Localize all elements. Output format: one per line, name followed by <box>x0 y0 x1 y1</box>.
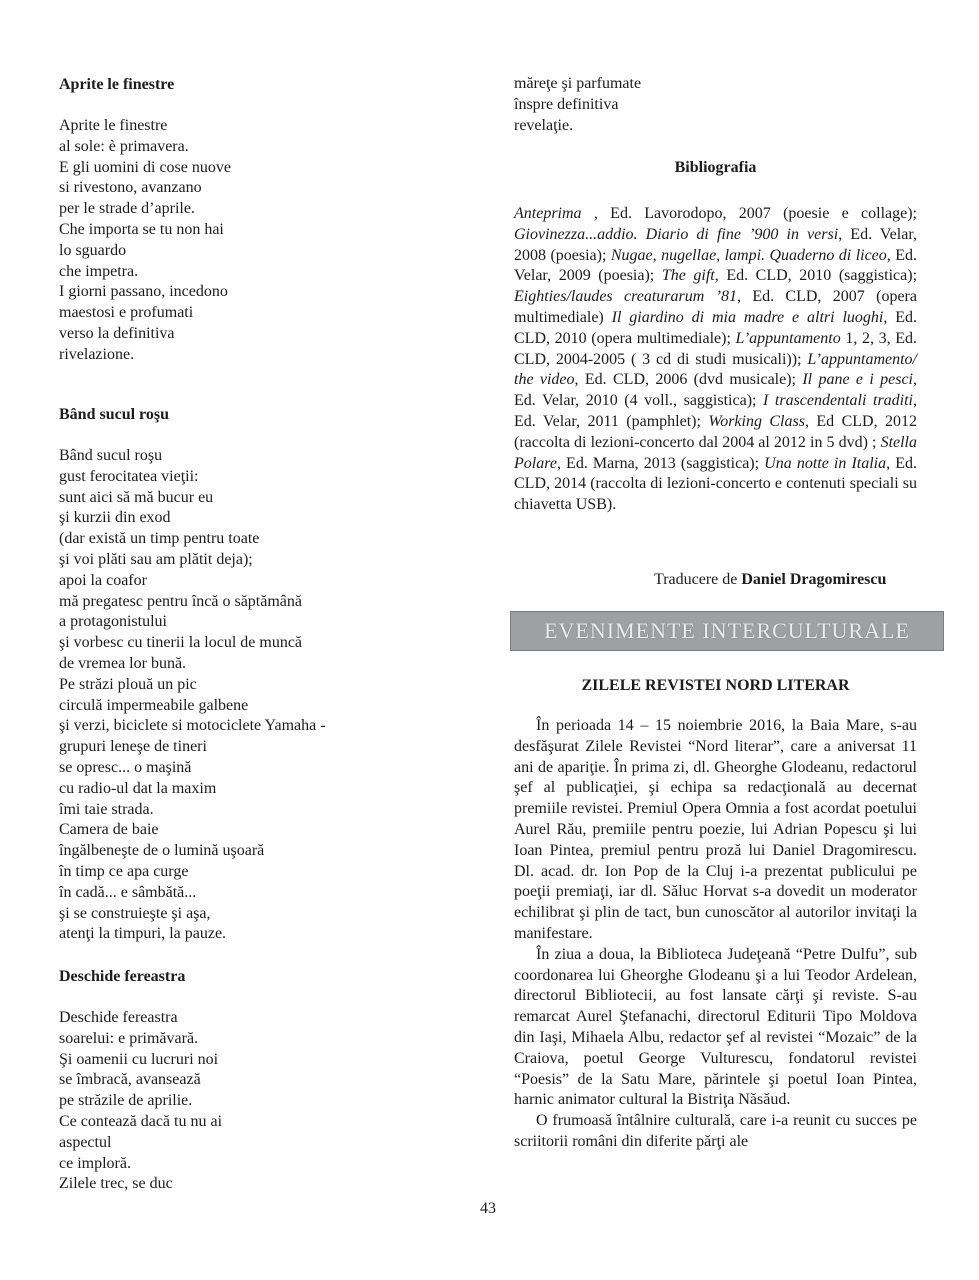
poem-line: verso la definitiva <box>59 325 175 342</box>
poem-line: Deschide fereastra <box>59 1009 178 1026</box>
bibliography-text <box>514 204 917 516</box>
bibliography-work-title: Giovinezza...addio. Diario di fine ’900 in versi <box>514 225 839 243</box>
poem-line: îngălbeneşte de o lumină uşoară <box>59 842 265 860</box>
article-title: ZILELE REVISTEI NORD LITERAR <box>581 677 850 694</box>
poem-line: şi vorbesc cu tinerii la locul de muncă <box>59 634 303 652</box>
poem-line: în timp ce apa curge <box>59 863 189 880</box>
bibliography-work-title: Working Class <box>708 412 805 430</box>
bibliography-work-title: L’appuntamento <box>735 329 841 347</box>
poem-line: ce imploră. <box>59 1154 131 1172</box>
poem-line: Bând sucul roşu <box>59 447 163 464</box>
bibliography-details: , Ed. Lavorodopo, 2007 (poesie e collage); <box>581 205 917 222</box>
article-paragraph: O frumoasă întâlnire culturală, care i-a reunit cu succes pe scriitorii români din diferite părţi ale <box>514 1112 917 1150</box>
bibliography-work-title: L’appuntamento/ the video <box>514 350 917 389</box>
poem-line: se opresc... o maşină <box>59 759 192 776</box>
page-number: 43 <box>480 1200 496 1217</box>
poem-line: maestosi e profumati <box>59 304 194 322</box>
poem-line: gust ferocitatea vieţii: <box>59 467 199 485</box>
bibliography-details: , Ed. CLD, 2006 (dvd musicale); <box>574 371 803 389</box>
bibliography-title: Bibliografia <box>674 159 757 176</box>
article-body <box>514 716 917 1153</box>
bibliography-details: , Ed. Velar, 2008 (poesia); <box>514 225 918 264</box>
bibliography-details: , Ed CLD, 2012 (raccolta di lezioni-concerto dal 2004 al 2012 in 5 dvd) ; <box>514 412 917 451</box>
article-paragraph: În perioada 14 – 15 noiembrie 2016, la Baia Mare, s-au desfăşurat Zilele Revistei “Nord literar”, care a aniversat 11 ani de apariţie. În prima zi, dl. Gheorghe Glodeanu, redactorul şef al publicaţiei, şi echipa sa redacţională au decernat premiile revistei. Premiul Opera Omnia a fost acordat poetului Aurel Rău, premiile pentru poezie, lui Adrian Popescu şi lui Ioan Pintea, premiul pentru proză lui Daniel Dragomirescu. Dl. acad. dr. Ion Pop de la Cluj i-a prezentat publicului pe poeţii premiaţi, iar dl. Săluc Horvat s-a dovedit un moderator echilibrat şi plin de tact, bun cunoscător al autorilor invitaţi la manifestare. <box>514 717 917 942</box>
bibliography-details: , Ed. Velar, 2010 (4 voll., saggistica); <box>514 371 918 410</box>
bibliography-details: 1, 2, 3, Ed. CLD, 2004-2005 ( 3 cd di studi musicali)); <box>514 329 917 368</box>
poem-line: Camera de baie <box>59 821 159 839</box>
poem-line: che impetra. <box>59 262 139 280</box>
bibliography-work-title: Eighties/laudes creaturarum ’81 <box>514 288 737 306</box>
poem-line: a protagonistului <box>59 613 167 631</box>
bibliography-work-title: Anteprima <box>514 205 582 222</box>
article-paragraph: În ziua a doua, la Biblioteca Judeţeană “Petre Dulfu”, sub coordonarea lui Gheorghe Glodeanu şi a lui Teodor Ardelean, directorul Bibliotecii, au fost lansate cărţi şi reviste. S-au remarcat Aurel Ştefanachi, directorul Editurii Tipo Moldova din Iaşi, Mihaela Albu, redactor şef al revistei “Mozaic” de la Craiova, poetul George Vulturescu, fondatorul revistei “Poesis” de la Satu Mare, părintele şi poetul Ioan Pintea, harnic animator cultural la Bistriţa Năsăud. <box>514 945 917 1109</box>
poem-line: Che importa se tu non hai <box>59 221 224 238</box>
poem-line: şi se construieşte şi aşa, <box>59 904 211 922</box>
poem-line: lo sguardo <box>59 241 127 259</box>
bibliography-work-title: Una notte in Italia <box>764 454 887 472</box>
bibliography-details: , Ed. CLD, 2010 (opera multimediale); <box>514 308 917 347</box>
poem-line: Zilele trec, se duc <box>59 1175 173 1193</box>
bibliography-work-title: I trascendentali traditi <box>763 392 913 410</box>
poem-line: apoi la coafor <box>59 571 147 589</box>
poem-line: grupuri leneşe de tineri <box>59 738 207 756</box>
poem-line: E gli uomini di cose nuove <box>59 158 231 176</box>
poem-line: de vremea lor bună. <box>59 655 187 672</box>
bibliography-work-title: The gift <box>661 267 715 285</box>
poem-title-band: Bând sucul roşu <box>59 406 169 423</box>
poem-line: Ce contează dacă tu nu ai <box>59 1113 223 1130</box>
poem-line: al sole: è primavera. <box>59 137 189 155</box>
poem-line: rivelazione. <box>59 345 135 363</box>
bibliography-details: , Ed. CLD, 2010 (saggistica); <box>714 267 918 285</box>
poem-line: aspectul <box>59 1133 112 1151</box>
bibliography-details: , Ed. Velar, 2009 (poesia); <box>514 246 917 285</box>
section-banner <box>510 611 944 651</box>
poem-line: în cadă... e sâmbătă... <box>59 883 197 901</box>
poem-line: atenţi la timpuri, la pauze. <box>59 925 227 943</box>
poem-line: măreţe şi parfumate <box>514 75 642 92</box>
poem-line: circulă impermeabile galbene <box>59 696 249 714</box>
poem-line: pe străzile de aprilie. <box>59 1092 193 1110</box>
bibliography-work-title: Nugae, nugellae, lampi. Quaderno di liceo <box>610 246 887 264</box>
poem-line: si rivestono, avanzano <box>59 179 202 197</box>
poem-line: (dar există un timp pentru toate <box>59 530 260 548</box>
bibliography-details: , Ed. CLD, 2014 (raccolta di lezioni-concerto e contenuti speciali su chiavetta USB). <box>514 454 917 514</box>
section-banner-label: EVENIMENTE INTERCULTURALE <box>544 618 910 643</box>
poem-line: se îmbracă, avansează <box>59 1071 201 1089</box>
poem-line: mă pregatesc pentru încă o săptămână <box>59 592 302 610</box>
poem-line: soarelui: e primăvară. <box>59 1029 199 1047</box>
poem-line: Pe străzi plouă un pic <box>59 675 197 693</box>
bibliography-details: , Ed. Velar, 2011 (pamphlet); <box>514 392 917 430</box>
translator-name: Daniel Dragomirescu <box>741 571 887 588</box>
bibliography-work-title: Il giardino di mia madre e altri luoghi <box>611 308 884 326</box>
poem-title-aprite: Aprite le finestre <box>59 76 175 93</box>
poem-line: cu radio-ul dat la maxim <box>59 779 217 797</box>
poem-line: Şi oamenii cu lucruri noi <box>59 1050 219 1068</box>
bibliography-details: , Ed. CLD, 2007 (opera multimediale) <box>514 288 917 326</box>
poem-title-deschide: Deschide fereastra <box>59 968 186 985</box>
poem-line: I giorni passano, incedono <box>59 283 228 301</box>
bibliography-details: , Ed. Marna, 2013 (saggistica); <box>556 454 765 472</box>
bibliography-work-title: Il pane e i pesci <box>802 371 914 389</box>
poem-line: Aprite le finestre <box>59 117 168 134</box>
translation-credit <box>654 571 886 589</box>
poem-line: per le strade d’aprile. <box>59 200 195 218</box>
poem-line: revelaţie. <box>514 116 574 134</box>
poem-line: şi voi plăti sau am plătit deja); <box>59 551 253 568</box>
poem-line: înspre definitiva <box>514 95 619 113</box>
poem-line: şi verzi, biciclete si motociclete Yamaha - <box>59 717 326 735</box>
credit-prefix: Traducere de <box>654 571 742 588</box>
bibliography-work-title: Stella Polare <box>514 433 917 472</box>
poem-line: şi kurzii din exod <box>59 509 171 527</box>
poem-line: îmi taie strada. <box>59 800 154 818</box>
poem-line: sunt aici să mă bucur eu <box>59 488 214 506</box>
